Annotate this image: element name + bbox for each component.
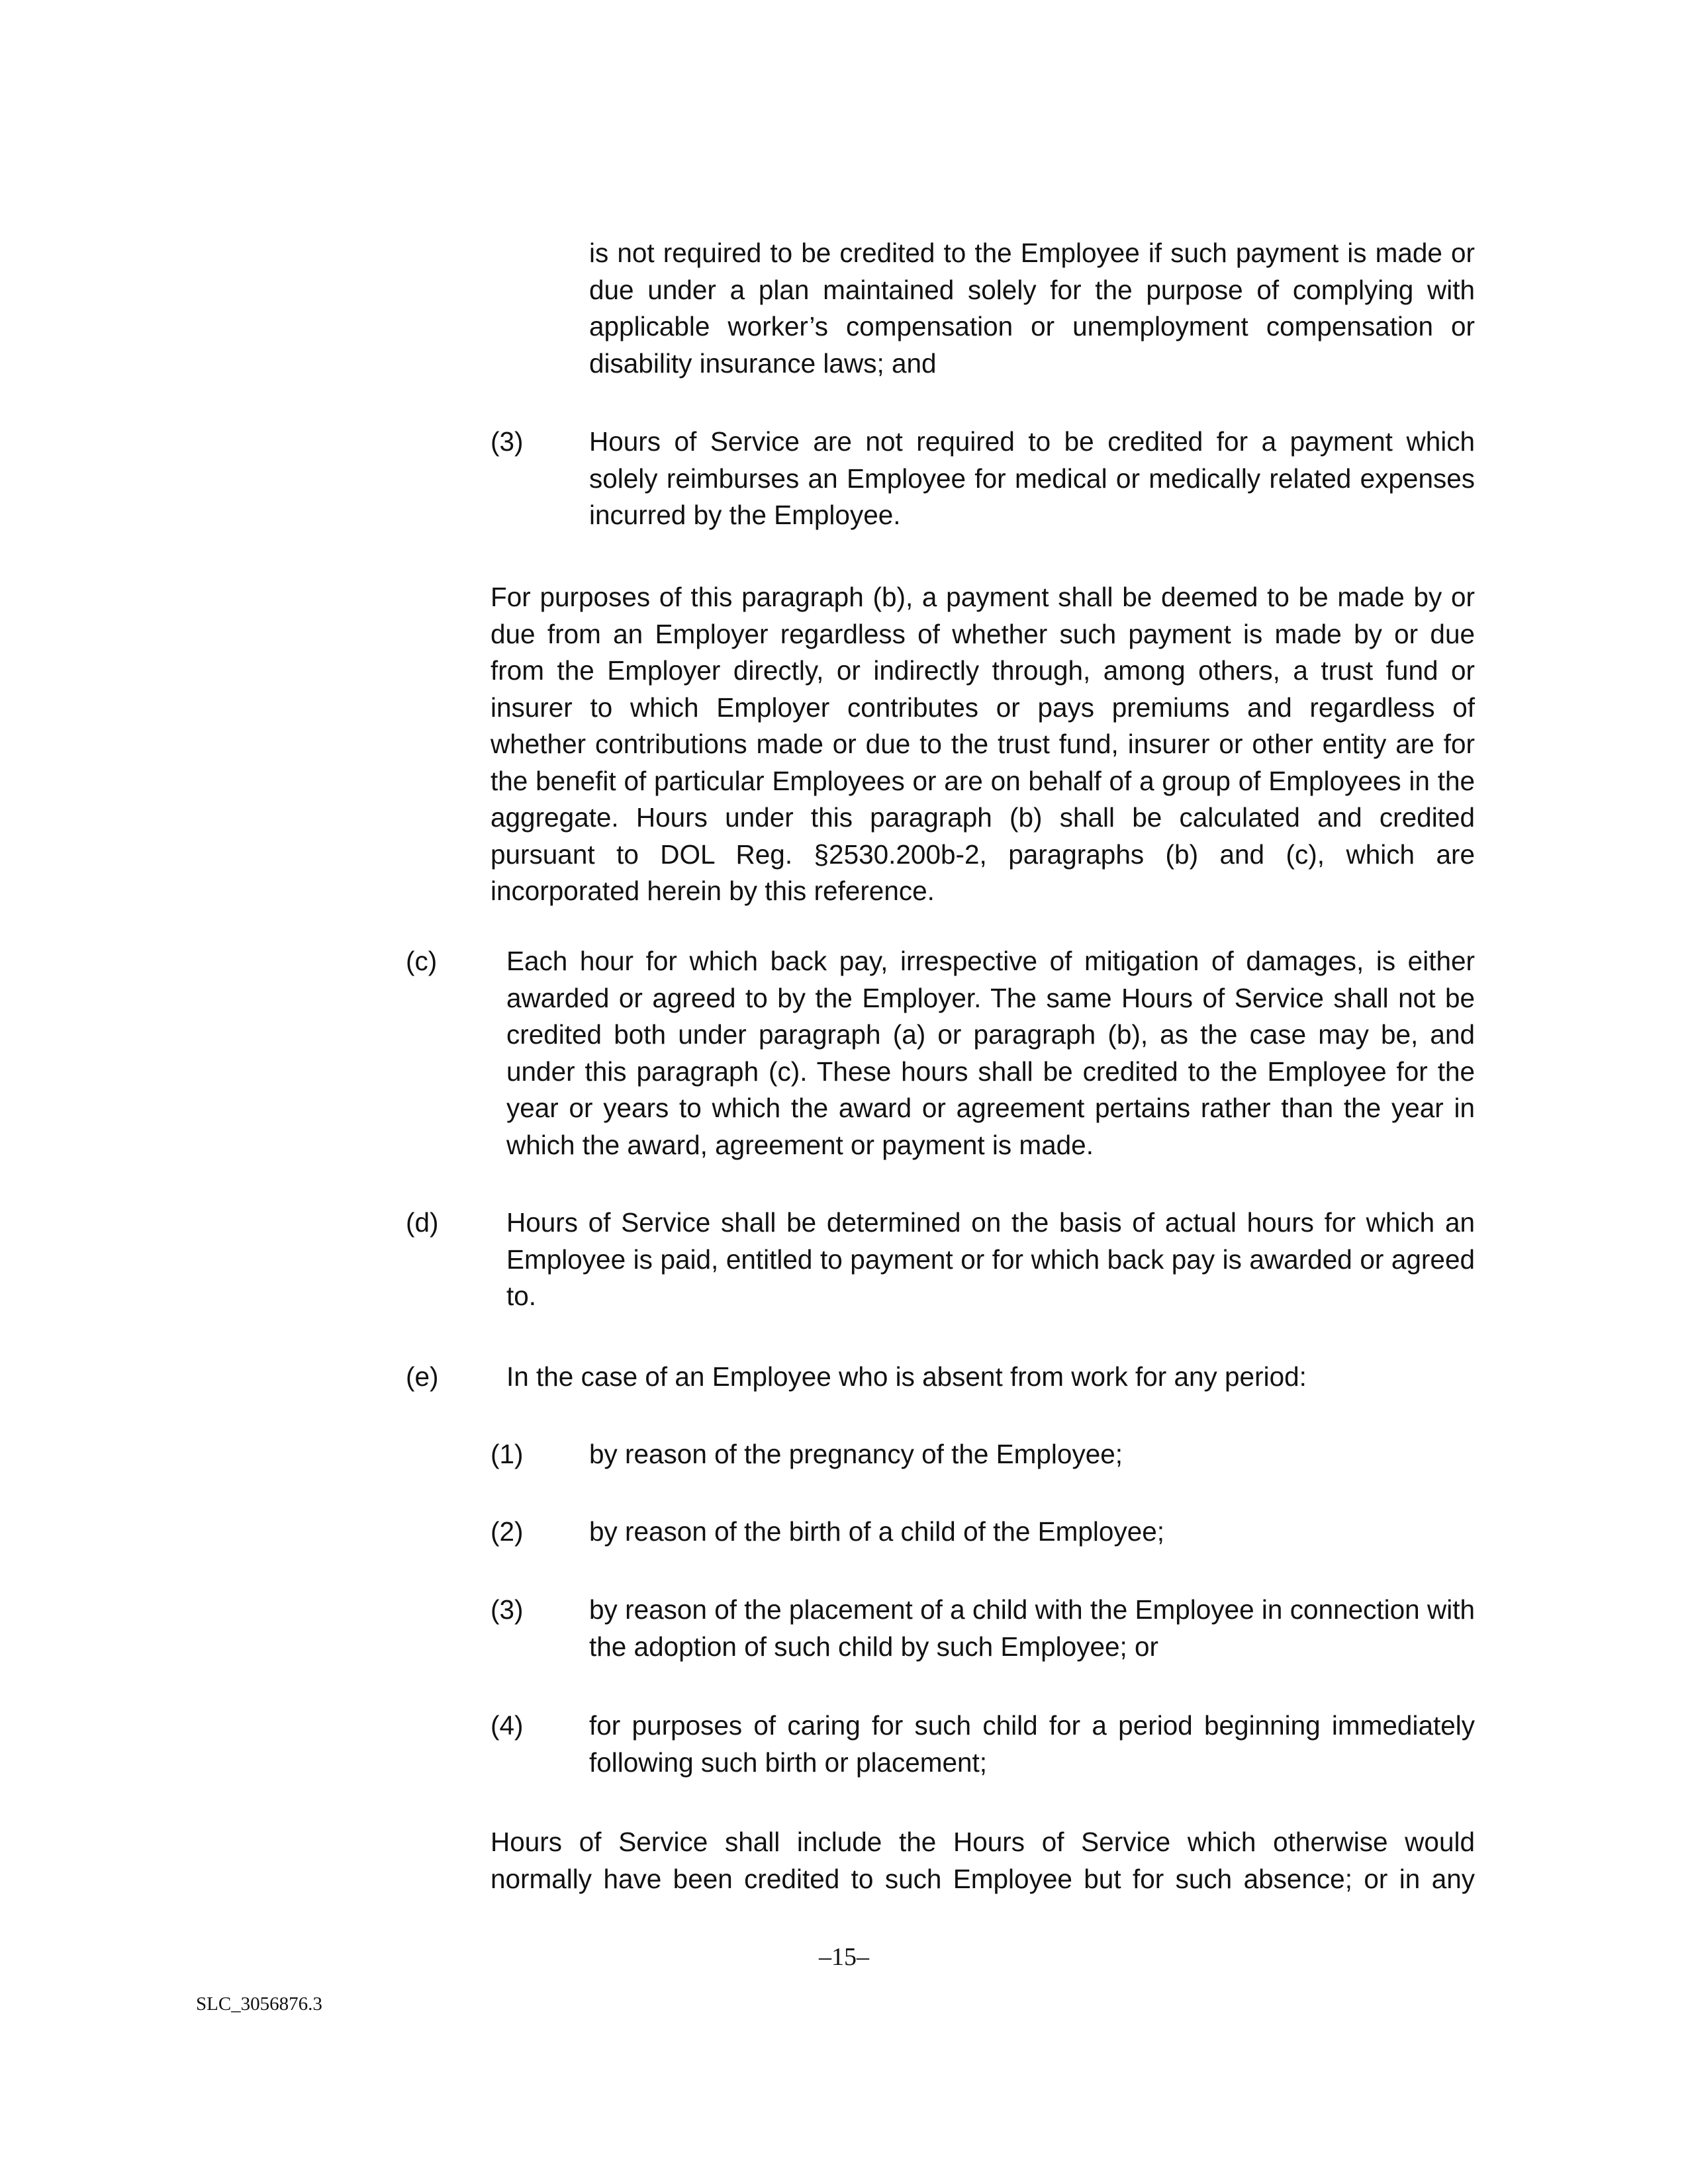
item-e3-text: by reason of the placement of a child with the Employee in connection with the adoption of such child by such Employee; or — [589, 1594, 1475, 1662]
document-id: SLC_3056876.3 — [196, 1993, 322, 2015]
item-e1-text: by reason of the pregnancy of the Employee; — [589, 1439, 1123, 1469]
item-e4-label: (4) — [491, 1710, 524, 1741]
item-b3-label: (3) — [491, 426, 524, 457]
continuation-paragraph: is not required to be credited to the Employee if such payment is made or due under a plan maintained solely for the purpose of complying with applicable worker’s compensation or unemployment compensation or disability insurance laws; and — [589, 238, 1475, 379]
item-e2-label: (2) — [491, 1516, 524, 1547]
section-d-label: (d) — [406, 1207, 439, 1238]
item-b3-text: Hours of Service are not required to be credited for a payment which solely reimburses an Employee for medical or medically related expenses incurred by the Employee. — [589, 426, 1475, 530]
section-d-text: Hours of Service shall be determined on the basis of actual hours for which an Employee is paid, entitled to payment or for which back pay is awarded or agreed to. — [506, 1207, 1475, 1311]
item-e1-label: (1) — [491, 1439, 524, 1469]
section-e-closing-text: Hours of Service shall include the Hours of Service which otherwise would normally have been credited to such Employee but for such absence; or in any — [491, 1827, 1475, 1894]
section-c-label: (c) — [406, 946, 438, 976]
item-e2-text: by reason of the birth of a child of the Employee; — [589, 1516, 1165, 1547]
item-e4-text: for purposes of caring for such child for a period beginning immediately following such birth or placement; — [589, 1710, 1475, 1778]
section-e-text: In the case of an Employee who is absent from work for any period: — [506, 1361, 1307, 1392]
paragraph-b-note: For purposes of this paragraph (b), a payment shall be deemed to be made by or due from an Employer regardless of whether such payment is made by or due from the Employer directly, or indirectly through, among others, a trust fund or insurer to which Employer contributes or pays premiums and regardless of whether contributions made or due to the trust fund, insurer or other entity are for the benefit of particular Employees or are on behalf of a group of Employees in the aggregate. Hours under this paragraph (b) shall be calculated and credited pursuant to DOL Reg. §2530.200b-2, paragraphs (b) and (c), which are incorporated herein by this reference. — [491, 582, 1475, 906]
section-e-label: (e) — [406, 1361, 439, 1392]
page-number: –15– — [819, 1943, 869, 1971]
section-c-text: Each hour for which back pay, irrespective of mitigation of damages, is either awarded or agreed to by the Employer. The same Hours of Service shall not be credited both under paragraph (a) or paragraph (b), as the case may be, and under this paragraph (c). These hours shall be credited to the Employee for the year or years to which the award or agreement pertains rather than the year in which the award, agreement or payment is made. — [506, 946, 1475, 1160]
item-e3-label: (3) — [491, 1594, 524, 1625]
